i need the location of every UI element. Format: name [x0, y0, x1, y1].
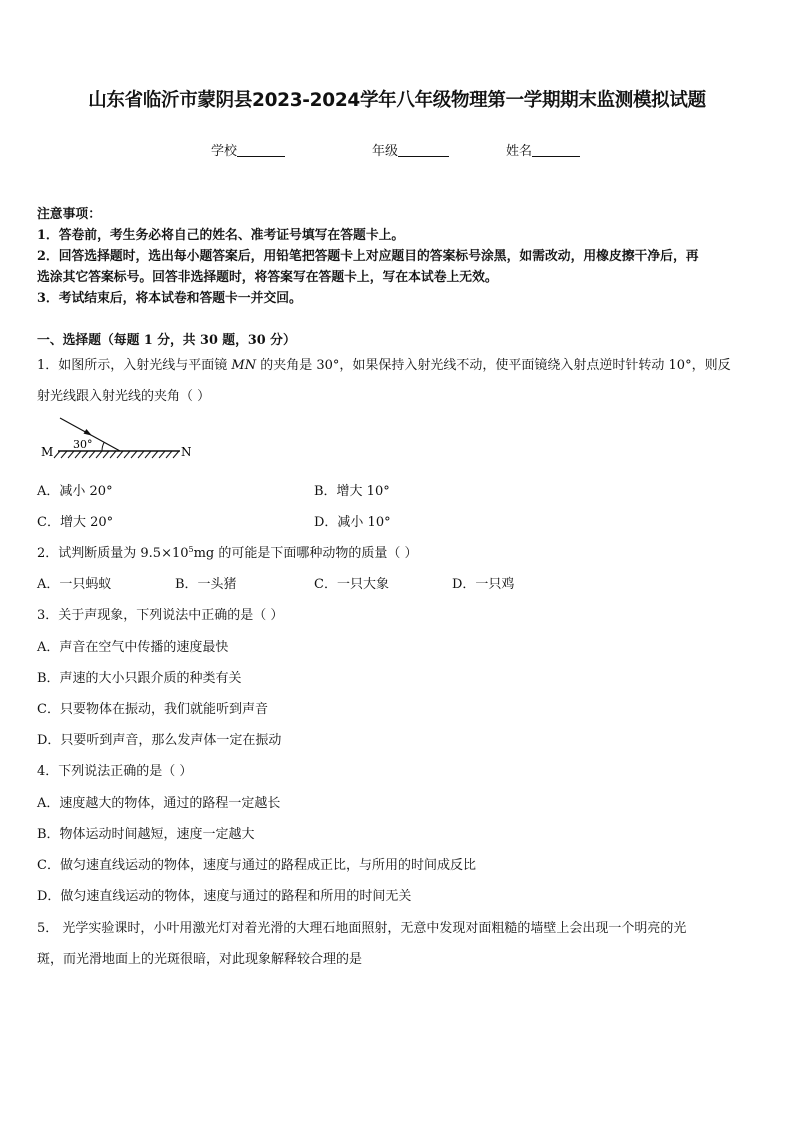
notice-item-2-cont: 选涂其它答案标号。回答非选择题时，将答案写在答题卡上，写在本试卷上无效。: [37, 270, 498, 285]
q4-option-d[interactable]: D．做匀速直线运动的物体，速度与通过的路程和所用的时间无关: [37, 889, 412, 904]
q2-option-c[interactable]: C．一只大象: [314, 577, 389, 592]
grade-label: 年级: [372, 144, 399, 159]
q2-option-d[interactable]: D．一只鸡: [452, 577, 515, 592]
notice-item-2: 2．回答选择题时，选出每小题答案后，用铅笔把答题卡上对应题目的答案标号涂黑，如需改动，用橡皮擦干净后，再: [37, 249, 699, 264]
q3-text: 3．关于声现象，下列说法中正确的是（ ）: [37, 608, 284, 623]
q1-mirror-diagram: [40, 412, 200, 468]
q1-option-d[interactable]: D．减小 10°: [314, 515, 391, 530]
q5-line1: 5． 光学实验课时，小叶用激光灯对着光滑的大理石地面照射，无意中发现对面粗糙的墙壁上会出现一个明亮的光: [37, 921, 687, 936]
q4-option-b[interactable]: B．物体运动时间越短，速度一定越大: [37, 827, 255, 842]
q1-text-b: 的夹角是 30°，如果保持入射光线不动，使平面镜绕入射点逆时针转动 10°，则反: [256, 358, 731, 373]
q1-option-b[interactable]: B．增大 10°: [314, 484, 390, 499]
q2-option-a[interactable]: A．一只蚂蚁: [37, 577, 112, 592]
q2-text-b: mg 的可能是下面哪种动物的质量（ ）: [193, 546, 418, 561]
section-heading: 一、选择题（每题 1 分，共 30 题，30 分）: [37, 333, 296, 348]
page-title: 山东省临沂市蒙阴县2023-2024学年八年级物理第一学期期末监测模拟试题: [88, 90, 706, 111]
label-n: N: [181, 445, 192, 459]
q3-option-a[interactable]: A．声音在空气中传播的速度最快: [37, 640, 229, 655]
q3-option-b[interactable]: B．声速的大小只跟介质的种类有关: [37, 671, 242, 686]
q2-option-b[interactable]: B．一头猪: [175, 577, 237, 592]
name-field[interactable]: [506, 140, 580, 159]
q1-option-c[interactable]: C．增大 20°: [37, 515, 114, 530]
school-field[interactable]: [211, 140, 285, 159]
q1-mirror-label: MN: [231, 358, 257, 373]
q5-line2: 斑，而光滑地面上的光斑很暗，对此现象解释较合理的是: [37, 952, 363, 967]
notice-item-3: 3．考试结束后，将本试卷和答题卡一并交回。: [37, 291, 302, 306]
q3-option-d[interactable]: D．只要听到声音，那么发声体一定在振动: [37, 733, 282, 748]
q3-option-c[interactable]: C．只要物体在振动，我们就能听到声音: [37, 702, 268, 717]
grade-field[interactable]: [372, 140, 449, 159]
school-blank[interactable]: [237, 143, 285, 157]
school-label: 学校: [211, 144, 238, 159]
q2-text-a: 2．试判断质量为 9.5×10: [37, 546, 189, 561]
angle-label: 30°: [73, 438, 93, 451]
name-label: 姓名: [506, 144, 533, 159]
notice-heading: 注意事项：: [37, 207, 101, 222]
q1-line2: 射光线跟入射光线的夹角（ ）: [37, 389, 211, 404]
q4-option-c[interactable]: C．做匀速直线运动的物体，速度与通过的路程成正比，与所用的时间成反比: [37, 858, 476, 873]
mirror-surface: [54, 451, 180, 458]
ray-arrow-icon: [84, 429, 93, 436]
q1-option-a[interactable]: A．减小 20°: [37, 484, 113, 499]
q4-option-a[interactable]: A．速度越大的物体，通过的路程一定越长: [37, 796, 281, 811]
q2-text: [37, 542, 418, 561]
angle-arc: [102, 442, 104, 451]
label-m: M: [41, 445, 54, 459]
q4-text: 4．下列说法正确的是（ ）: [37, 764, 193, 779]
name-blank[interactable]: [532, 143, 580, 157]
q1-text-a: 1．如图所示，入射光线与平面镜: [37, 358, 232, 373]
q1-line1: [37, 354, 731, 373]
notice-item-1: 1．答卷前，考生务必将自己的姓名、准考证号填写在答题卡上。: [37, 228, 405, 243]
grade-blank[interactable]: [398, 143, 449, 157]
q2-exponent: 5: [188, 545, 194, 554]
